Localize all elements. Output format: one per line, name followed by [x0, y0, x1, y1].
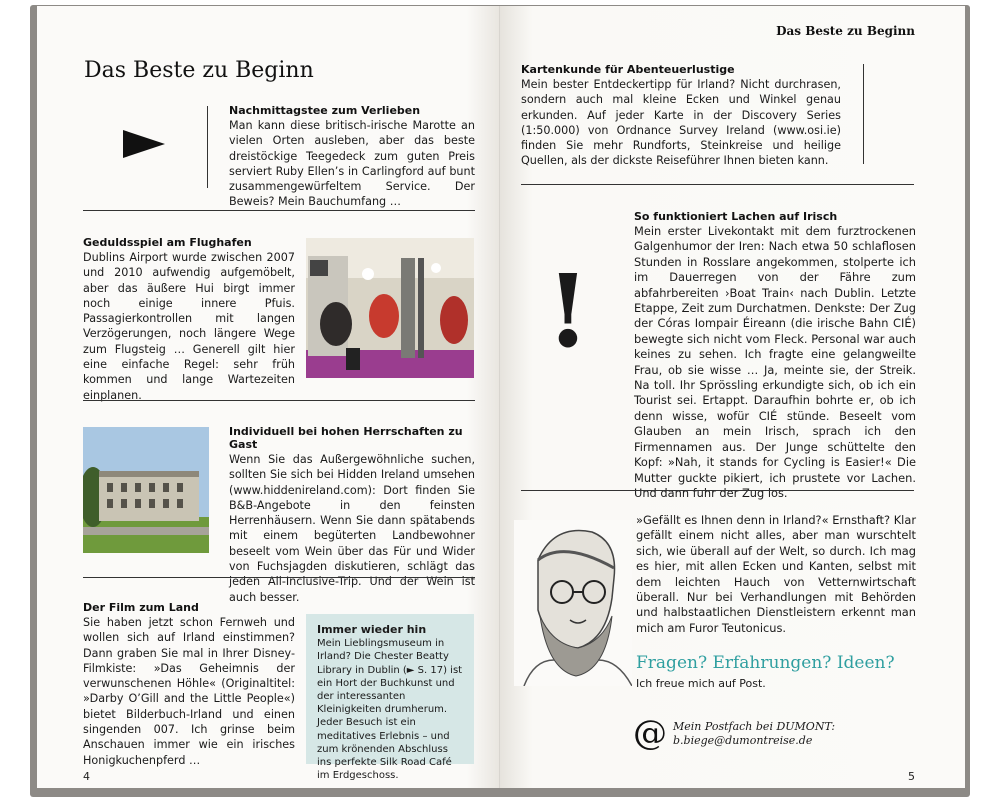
section-airport: [83, 236, 295, 403]
questions-heading: Fragen? Erfahrungen? Ideen?: [636, 653, 895, 673]
section-body: Sie haben jetzt schon Fernweh und wollen sich auf Irland einstimmen? Dann graben Sie mal in Ihrer Disney-Filmkiste: »Das Geheimnis der verwunschenen Höhle« (Originaltitel: »Darby O’Gill and the Little People«) bietet Bilderbuch-Irland und einen singenden 007. Ich grinse beim Anschauen immer wie ein irisches Honigkuchenpferd …: [83, 616, 295, 767]
divider-vertical: [863, 64, 864, 164]
section-film: [83, 601, 295, 768]
section-heading: Nachmittagstee zum Verlieben: [229, 104, 421, 117]
section-heading: Geduldsspiel am Flughafen: [83, 236, 252, 249]
mail-label: Mein Postfach bei DUMONT:: [673, 720, 836, 733]
section-body: Wenn Sie das Außergewöhnliche suchen, sollten Sie sich bei Hidden Ireland umsehen (www.hiddenireland.com): Dort finden Sie B&B-Angebote in den feinsten Herrenhäusern. Wenn Sie dann spätabends mit einem begüterten Landbewohner beseelt vom Wein über das Für und Wider von Fuchsjagden diskutieren, schlägt das jeden All-Inclusive-Trip. Und der Wein ist auch besser.: [229, 453, 475, 604]
section-maps: [521, 63, 841, 169]
exclamation-icon: !: [546, 252, 590, 370]
author-text: »Gefällt es Ihnen denn in Irland?« Ernsthaft? Klar gefällt einem nicht alles, aber man wurschtelt sich, wie überall auf der Welt, so durch. Ich mag es hier, mit allen Ecken und Kanten, selbst mit dem leichten Hauch von Vetternwirtschaft überall. Nur bei Verhandlungen mit Behörden und halbstaatlichen Dienstleistern erkennt man mich am Furor Teutonicus.: [636, 513, 916, 635]
page-title: Das Beste zu Beginn: [84, 58, 314, 83]
divider: [83, 210, 475, 211]
section-heading: Kartenkunde für Abenteuerlustige: [521, 63, 735, 76]
author-portrait: [514, 520, 632, 686]
section-heading: Der Film zum Land: [83, 601, 199, 614]
mail-address[interactable]: b.biege@dumontreise.de: [673, 734, 813, 747]
section-body: Dublins Airport wurde zwischen 2007 und 2010 aufwendig aufgemöbelt, aber das äußere Hui birgt immer noch einige innere Pfuis. Passagierkontrollen mit langen Verzögerungen, noch längere Wege zum Flugsteig … Generell gilt hier eine einfache Regel: sehr früh kommen und lange Wartezeiten einplanen.: [83, 251, 295, 402]
infobox-heading: Immer wieder hin: [317, 623, 427, 636]
left-page: [37, 6, 500, 788]
at-sign-icon: @: [633, 713, 667, 753]
divider: [521, 184, 914, 185]
page-number: 5: [908, 770, 915, 783]
divider: [83, 400, 475, 401]
divider-vertical: [207, 106, 208, 188]
infobox-museum: [306, 614, 474, 782]
manor-house-photo: [83, 427, 209, 553]
airport-photo: [306, 238, 474, 378]
divider: [521, 490, 914, 491]
play-arrow-icon: [123, 130, 167, 160]
right-page: [500, 6, 965, 788]
section-laughing: [634, 210, 916, 501]
running-head: Das Beste zu Beginn: [776, 24, 915, 38]
section-heading: Individuell bei hohen Herrschaften zu Gast: [229, 425, 463, 451]
section-body: Mein bester Entdeckertipp für Irland? Nicht durchrasen, sondern auch mal kleine Ecken und Winkel genau erkunden. Auf jeder Karte in der Discovery Series (1:50.000) von Ordnance Survey Ireland (www.osi.ie) finden Sie mehr Rundforts, Steinkreise und heilige Quellen, als der dickste Reiseführer Ihnen bieten kann.: [521, 78, 841, 168]
infobox-body: Mein Lieblingsmuseum in Irland? Die Chester Beatty Library in Dublin (► S. 17) ist ein Hort der Buchkunst und der interessanten Kleinigkeiten drumherum. Jeder Besuch ist ein meditatives Erlebnis – und zum krönenden Abschluss ins perfekte Silk Road Café im Erdgeschoss.: [317, 638, 463, 782]
section-body: Man kann diese britisch-irische Marotte an vielen Orten ausleben, aber das beste dreistöckige Teegedeck zum guten Preis serviert Ruby Ellen’s in Carlingford auf bunt zusammengewürfeltem Service. Der Beweis? Mein Bauchumfang …: [229, 119, 475, 209]
section-afternoon-tea: [229, 104, 475, 210]
section-heading: So funktioniert Lachen auf Irisch: [634, 210, 838, 223]
section-body: Mein erster Livekontakt mit dem furztrockenen Galgenhumor der Iren: Nach etwa 50 schlaflosen Stunden in Rosslare angekommen, stolperte ich im Dauerregen von der Fähre zum abfahrbereiten ›Boat Train‹ nach Dublin. Letzte Etappe, Zeit zum Durchatmen. Denkste: Der Zug der Córas Iompair Éireann (die irische Bahn CIÉ) bewegte sich nicht vom Fleck. Personal war auch keines zu sehen. Ich fragte eine gelangweilte Frau, ob sie wisse … Ja, meinte sie, der Streik. Na toll. Ihr Sprössling erkundigte sich, ob ich ein Tourist sei. Ertappt. Daraufhin bohrte er, ob ich denn wisse, wofür CIÉ stünde. Beseelt vom Glauben an mein Irisch, sprach ich den Firmennamen aus. Der Junge schüttelte den Kopf: »Nah, it stands for Cycling is Easier!« Die Mutter guckte pikiert, ich prustete vor Lachen. Und dann fuhr der Zug los.: [634, 224, 916, 500]
page-number: 4: [83, 770, 90, 783]
post-text: Ich freue mich auf Post.: [636, 677, 766, 690]
divider: [83, 577, 475, 578]
